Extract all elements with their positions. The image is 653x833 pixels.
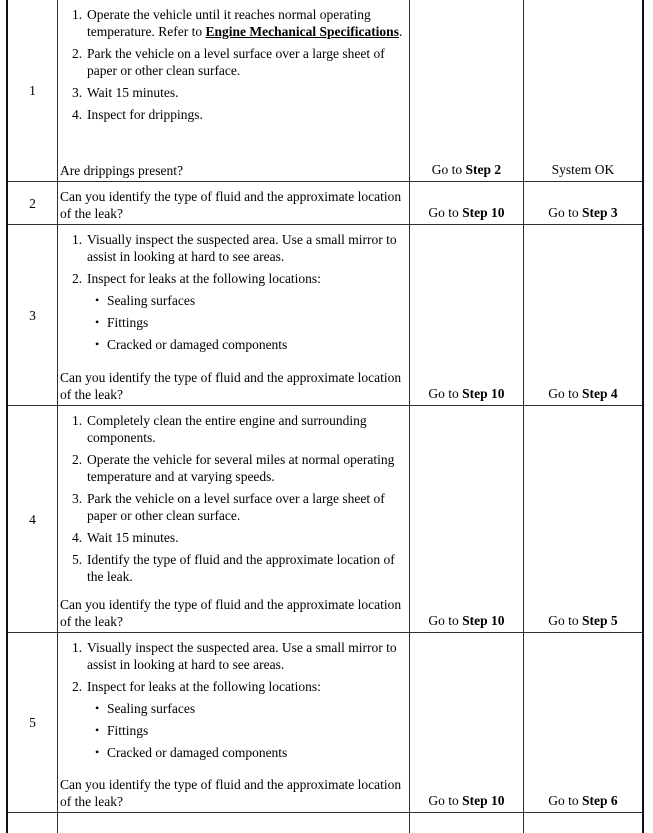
list-item-number: 2. xyxy=(72,271,83,286)
yes-value xyxy=(428,204,504,221)
question-text: Can you identify the type of fluid and the approximate location of the leak? xyxy=(60,597,402,629)
no-cell xyxy=(524,406,642,632)
text-run: Completely clean the entire engine and surrounding components. xyxy=(87,413,367,445)
action-cell xyxy=(58,813,410,833)
step-number-cell xyxy=(8,633,58,812)
list-item-number: 1. xyxy=(72,7,83,22)
list-item-text xyxy=(87,106,408,123)
step-number: 2 xyxy=(29,195,36,211)
bullet-item-text: Sealing surfaces xyxy=(107,701,196,716)
action-list xyxy=(60,231,408,358)
yes-value xyxy=(432,161,501,178)
yes-cell xyxy=(410,406,524,632)
yes-cell xyxy=(410,182,524,224)
text-run: System OK xyxy=(551,162,615,177)
text-run: Inspect for leaks at the following locations: xyxy=(87,271,321,286)
yes-cell xyxy=(410,0,524,181)
action-list xyxy=(60,412,408,590)
bullet-list-item xyxy=(95,314,408,331)
step-number: 1 xyxy=(29,83,36,98)
action-list-item xyxy=(60,639,408,673)
step-reference: Step 3 xyxy=(582,205,618,220)
list-item-number: 2. xyxy=(72,452,83,467)
text-run: . xyxy=(398,24,403,39)
no-cell xyxy=(524,633,642,812)
bullet-item-text: Fittings xyxy=(107,315,149,330)
action-list-item xyxy=(60,106,408,123)
list-item-text xyxy=(87,678,408,695)
step-number-cell xyxy=(8,0,58,181)
step-reference: Step 6 xyxy=(582,793,618,808)
list-item-number: 5. xyxy=(72,552,83,567)
text-run: Go to xyxy=(428,793,463,808)
step-number: 4 xyxy=(29,511,36,527)
list-item-number: 1. xyxy=(72,232,83,247)
table-row-partial xyxy=(8,813,642,833)
list-item-number: 1. xyxy=(72,640,83,655)
yes-value xyxy=(428,385,504,402)
action-list-item xyxy=(60,529,408,546)
list-item-text xyxy=(87,551,408,585)
list-item-text xyxy=(87,231,408,265)
step-reference: Step 4 xyxy=(582,386,618,401)
text-run: Park the vehicle on a level surface over a large sheet of paper or other clean surface. xyxy=(87,46,385,78)
text-run: Visually inspect the suspected area. Use a small mirror to assist in looking at hard to see areas. xyxy=(87,640,397,672)
bullet-icon: • xyxy=(95,723,100,737)
text-run: Go to xyxy=(431,162,466,177)
text-run: Go to xyxy=(548,613,583,628)
text-run: Go to xyxy=(548,386,583,401)
table-row xyxy=(8,225,642,406)
list-item-text xyxy=(87,45,408,79)
list-item-number: 1. xyxy=(72,413,83,428)
bullet-item-text: Cracked or damaged components xyxy=(107,337,288,352)
step-reference: Step 10 xyxy=(462,386,505,401)
action-list-item xyxy=(60,551,408,585)
text-run: Wait 15 minutes. xyxy=(87,530,179,545)
text-run: Identify the type of fluid and the approximate location of the leak. xyxy=(87,552,395,584)
table-row xyxy=(8,0,642,182)
action-list-item xyxy=(60,451,408,485)
bullet-item-text: Cracked or damaged components xyxy=(107,745,288,760)
text-run: Go to xyxy=(548,205,583,220)
action-cell xyxy=(58,406,410,632)
text-run: Visually inspect the suspected area. Use a small mirror to assist in looking at hard to see areas. xyxy=(87,232,397,264)
no-cell xyxy=(524,813,642,833)
action-list-item xyxy=(60,45,408,79)
text-run: Inspect for leaks at the following locations: xyxy=(87,679,321,694)
no-cell xyxy=(524,0,642,181)
bullet-list-item xyxy=(95,292,408,309)
question-text: Can you identify the type of fluid and the approximate location of the leak? xyxy=(60,777,402,809)
list-item-text xyxy=(87,84,408,101)
list-item-text xyxy=(87,412,408,446)
action-list xyxy=(60,639,408,766)
action-cell xyxy=(58,633,410,812)
text-run: Wait 15 minutes. xyxy=(87,85,179,100)
action-list xyxy=(60,6,408,128)
bullet-list-item xyxy=(95,722,408,739)
step-reference: Step 10 xyxy=(462,205,505,220)
bullet-list-item xyxy=(95,336,408,353)
no-value xyxy=(548,385,617,402)
yes-cell xyxy=(410,225,524,405)
question-text: Are drippings present? xyxy=(60,163,183,178)
action-list-item xyxy=(60,678,408,695)
step-number-cell xyxy=(8,182,58,224)
list-item-number: 3. xyxy=(72,491,83,506)
step-reference: Step 2 xyxy=(465,162,502,177)
bullet-icon: • xyxy=(95,315,100,329)
yes-cell xyxy=(410,633,524,812)
question-text: Can you identify the type of fluid and the approximate location of the leak? xyxy=(60,189,402,221)
question-text: Can you identify the type of fluid and the approximate location of the leak? xyxy=(60,370,402,402)
list-item-number: 2. xyxy=(72,679,83,694)
list-item-number: 4. xyxy=(72,530,83,545)
list-item-number: 4. xyxy=(72,107,83,122)
yes-cell xyxy=(410,813,524,833)
list-item-text xyxy=(87,6,408,40)
action-list-item xyxy=(60,270,408,287)
action-list-item xyxy=(60,84,408,101)
action-list-item xyxy=(60,231,408,265)
text-run: Go to xyxy=(428,613,463,628)
table-row xyxy=(8,406,642,633)
text-run: Park the vehicle on a level surface over a large sheet of paper or other clean surface. xyxy=(87,491,385,523)
text-run: Operate the vehicle for several miles at normal operating temperature and at varying speeds. xyxy=(87,452,395,484)
text-run: Go to xyxy=(548,793,583,808)
bullet-icon: • xyxy=(95,337,100,351)
action-list-item xyxy=(60,6,408,40)
diagnostic-table xyxy=(6,0,644,833)
list-item-text xyxy=(87,529,408,546)
bullet-icon: • xyxy=(95,745,100,759)
list-item-text xyxy=(87,639,408,673)
no-cell xyxy=(524,225,642,405)
bullet-item-text: Fittings xyxy=(107,723,149,738)
step-reference: Step 10 xyxy=(462,793,505,808)
list-item-text xyxy=(87,490,408,524)
bullet-list-item xyxy=(95,700,408,717)
text-run: Inspect for drippings. xyxy=(87,107,203,122)
yes-value xyxy=(428,792,504,809)
no-value xyxy=(548,204,617,221)
action-cell xyxy=(58,182,410,224)
action-cell xyxy=(58,0,410,181)
bullet-item-text: Sealing surfaces xyxy=(107,293,196,308)
table-row xyxy=(8,182,642,225)
step-reference: Step 5 xyxy=(582,613,618,628)
no-value xyxy=(548,612,617,629)
action-cell xyxy=(58,225,410,405)
list-item-text xyxy=(87,451,408,485)
action-list-item xyxy=(60,490,408,524)
step-number: 3 xyxy=(29,307,36,323)
text-run: Go to xyxy=(428,205,463,220)
no-cell xyxy=(524,182,642,224)
table-row xyxy=(8,633,642,813)
bullet-list-item xyxy=(95,744,408,761)
no-value xyxy=(552,161,615,178)
list-item-number: 2. xyxy=(72,46,83,61)
engine-mechanical-specifications-link[interactable]: Engine Mechanical Specifications xyxy=(205,24,399,39)
step-reference: Step 10 xyxy=(462,613,505,628)
yes-value xyxy=(428,612,504,629)
step-number-cell xyxy=(8,813,58,833)
text-run: Go to xyxy=(428,386,463,401)
list-item-number: 3. xyxy=(72,85,83,100)
no-value xyxy=(548,792,617,809)
action-list-item xyxy=(60,412,408,446)
bullet-icon: • xyxy=(95,701,100,715)
step-number: 5 xyxy=(29,715,36,730)
bullet-icon: • xyxy=(95,293,100,307)
list-item-text xyxy=(87,270,408,287)
step-number-cell xyxy=(8,406,58,632)
text-run: Operate the vehicle until it reaches normal operating temperature. Refer to xyxy=(87,7,371,39)
step-number-cell xyxy=(8,225,58,405)
